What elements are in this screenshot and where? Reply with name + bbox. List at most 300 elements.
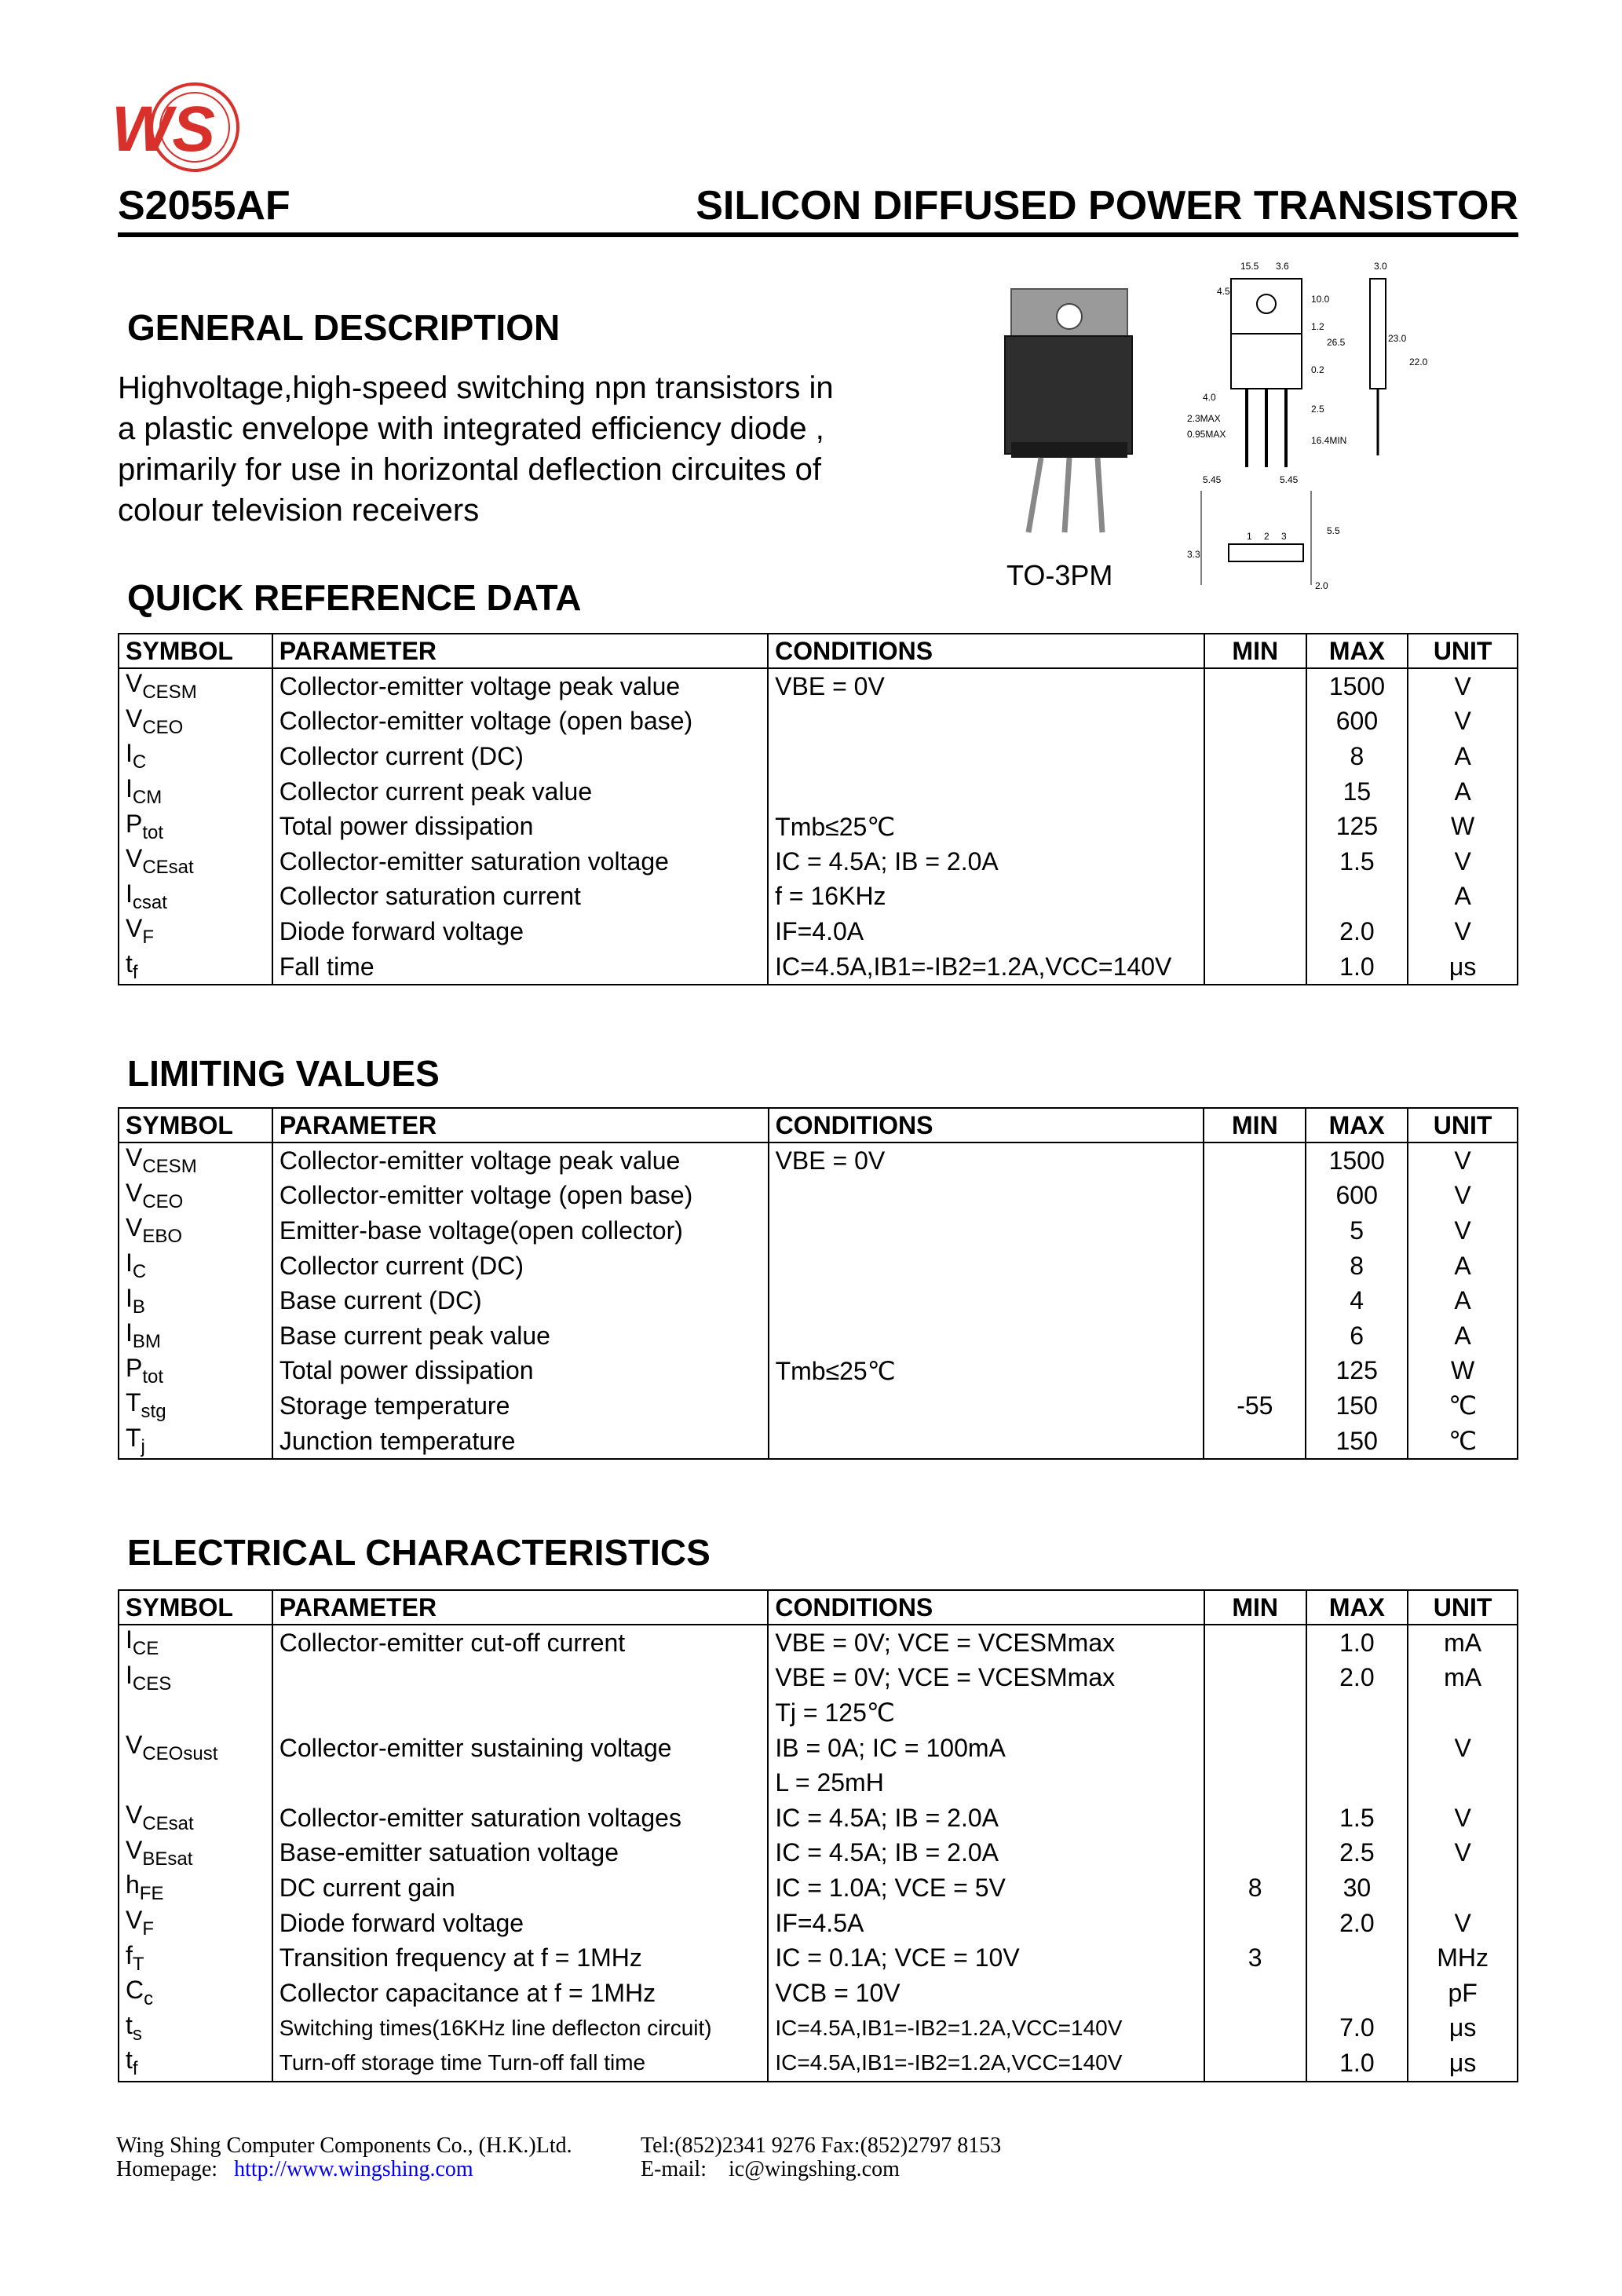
conditions-cell (769, 1249, 1204, 1284)
dim-label: 22.0 (1409, 356, 1428, 367)
symbol-subscript: s (132, 2023, 142, 2045)
unit-cell: MHz (1408, 1940, 1518, 1976)
table-header-row (119, 1590, 1518, 1625)
symbol-subscript: FE (139, 1883, 164, 1905)
conditions-cell: Tj = 125℃ (768, 1695, 1204, 1731)
unit-cell: ℃ (1408, 1388, 1518, 1424)
max-cell: 1.0 (1306, 2046, 1408, 2082)
symbol-subscript: CEO (142, 716, 184, 738)
col-min: MIN (1204, 1108, 1306, 1143)
unit-cell: A (1408, 1249, 1518, 1284)
parameter-cell: Collector-emitter voltage peak value (272, 1143, 769, 1179)
parameter-cell: Diode forward voltage (272, 914, 768, 949)
symbol-cell (119, 1870, 272, 1906)
unit-cell: V (1408, 1801, 1518, 1836)
dim-label: 3.3 (1187, 549, 1200, 560)
symbol-cell (119, 704, 272, 740)
unit-cell: A (1408, 1283, 1518, 1318)
min-cell (1204, 668, 1306, 704)
document-title: SILICON DIFFUSED POWER TRANSISTOR (696, 183, 1518, 229)
col-symbol: SYMBOL (119, 1108, 272, 1143)
dim-label: 26.5 (1327, 337, 1346, 348)
min-cell (1204, 1213, 1306, 1249)
conditions-cell (769, 1283, 1204, 1318)
max-cell: 4 (1306, 1283, 1408, 1318)
table-row (119, 1388, 1518, 1424)
conditions-cell (768, 774, 1204, 810)
symbol-subscript: CE (132, 1638, 159, 1660)
unit-cell: ℃ (1408, 1424, 1518, 1460)
max-cell (1306, 1765, 1408, 1801)
table-row (119, 1424, 1518, 1460)
max-cell: 8 (1306, 1249, 1408, 1284)
package-label: TO-3PM (1006, 559, 1113, 591)
unit-cell: W (1408, 1354, 1518, 1389)
dim-label: 3.6 (1276, 261, 1289, 272)
dim-label: 3 (1281, 531, 1287, 542)
conditions-cell (769, 1179, 1204, 1214)
max-cell: 7.0 (1306, 2011, 1408, 2046)
symbol-letter: t (126, 949, 133, 978)
conditions-cell: VBE = 0V; VCE = VCESMmax (768, 1625, 1204, 1661)
min-cell (1204, 1906, 1306, 1941)
min-cell (1204, 1249, 1306, 1284)
unit-cell: A (1408, 1318, 1518, 1354)
unit-cell (1408, 1695, 1518, 1731)
parameter-cell: Transition frequency at f = 1MHz (272, 1940, 769, 1976)
unit-cell (1408, 1870, 1518, 1906)
max-cell: 15 (1306, 774, 1408, 810)
max-cell (1306, 1731, 1408, 1766)
max-cell: 2.0 (1306, 914, 1408, 949)
symbol-letter: V (126, 1906, 143, 1935)
parameter-cell: Collector capacitance at f = 1MHz (272, 1976, 769, 2011)
min-cell (1204, 1976, 1306, 2011)
symbol-letter: I (126, 1318, 133, 1347)
table-row (119, 1213, 1518, 1249)
symbol-letter: V (126, 704, 143, 733)
symbol-subscript: stg (141, 1401, 166, 1423)
col-parameter: PARAMETER (272, 634, 768, 668)
max-cell: 1.5 (1306, 1801, 1408, 1836)
unit-cell: V (1408, 668, 1518, 704)
max-cell: 1.5 (1306, 844, 1408, 879)
parameter-cell: Base current (DC) (272, 1283, 769, 1318)
min-cell (1204, 844, 1306, 879)
symbol-letter: T (126, 1388, 141, 1417)
symbol-letter: V (126, 1835, 143, 1864)
conditions-cell: IC=4.5A,IB1=-IB2=1.2A,VCC=140V (768, 2011, 1204, 2046)
unit-cell: mA (1408, 1625, 1518, 1661)
dim-label: 15.5 (1240, 261, 1259, 272)
min-cell (1204, 1283, 1306, 1318)
electrical-characteristics-table (118, 1589, 1518, 2082)
min-cell (1204, 879, 1306, 915)
description-line: colour television receivers (118, 493, 480, 528)
symbol-subscript: CEsat (142, 1813, 194, 1835)
unit-cell: V (1408, 844, 1518, 879)
parameter-cell: Collector-emitter sustaining voltage (272, 1731, 769, 1766)
conditions-cell (769, 1213, 1204, 1249)
dim-label: 10.0 (1311, 294, 1330, 305)
symbol-cell (119, 1213, 272, 1249)
unit-cell: V (1408, 1731, 1518, 1766)
parameter-cell: Total power dissipation (272, 1354, 769, 1389)
symbol-subscript: CEsat (142, 857, 194, 879)
col-conditions: CONDITIONS (769, 1108, 1204, 1143)
table-row (119, 809, 1518, 844)
table-row (119, 1283, 1518, 1318)
symbol-letter: I (126, 1625, 133, 1654)
dim-label: 5.45 (1203, 474, 1222, 485)
symbol-cell (119, 1424, 272, 1460)
min-cell (1204, 1318, 1306, 1354)
symbol-subscript: BEsat (142, 1848, 193, 1870)
parameter-cell: Collector-emitter voltage peak value (272, 668, 768, 704)
symbol-letter: V (126, 844, 143, 873)
symbol-letter: I (126, 1660, 133, 1689)
conditions-cell (769, 1318, 1204, 1354)
symbol-subscript: CEO (142, 1190, 184, 1212)
table-row (119, 1695, 1518, 1731)
package-photo (997, 281, 1138, 540)
symbol-cell (119, 809, 272, 844)
dim-label: 2 (1264, 531, 1269, 542)
symbol-cell (119, 739, 272, 774)
min-cell (1204, 1836, 1306, 1871)
table-row (119, 774, 1518, 810)
unit-cell: V (1408, 1213, 1518, 1249)
parameter-cell: Collector saturation current (272, 879, 768, 915)
conditions-cell: VBE = 0V; VCE = VCESMmax (768, 1661, 1204, 1696)
symbol-subscript: C (132, 751, 147, 773)
symbol-cell (119, 2011, 272, 2046)
table-row (119, 668, 1518, 704)
footer-left (116, 2134, 572, 2181)
max-cell: 30 (1306, 1870, 1408, 1906)
dim-label: 16.4MIN (1311, 435, 1347, 446)
symbol-subscript: tot (142, 821, 164, 843)
symbol-letter: T (126, 1424, 141, 1453)
unit-cell: W (1408, 809, 1518, 844)
parameter-cell: Collector current (DC) (272, 739, 768, 774)
symbol-cell (119, 1283, 272, 1318)
min-cell (1204, 809, 1306, 844)
symbol-cell (119, 1625, 272, 1661)
symbol-subscript: CEOsust (142, 1743, 218, 1765)
parameter-cell: Junction temperature (272, 1424, 769, 1460)
symbol-cell (119, 844, 272, 879)
max-cell: 150 (1306, 1388, 1408, 1424)
symbol-cell (119, 1179, 272, 1214)
parameter-cell (272, 1661, 769, 1696)
parameter-cell: Base current peak value (272, 1318, 769, 1354)
description-line: Highvoltage,high-speed switching npn transistors in (118, 371, 834, 405)
symbol-subscript: CESM (142, 1156, 197, 1178)
unit-cell: μs (1408, 2046, 1518, 2082)
parameter-cell: Base-emitter satuation voltage (272, 1836, 769, 1871)
homepage-link[interactable]: http://www.wingshing.com (234, 2157, 473, 2181)
min-cell (1204, 774, 1306, 810)
table-row (119, 1976, 1518, 2011)
dim-label: 0.2 (1311, 364, 1324, 375)
table-row (119, 1801, 1518, 1836)
symbol-letter: C (126, 1976, 144, 2005)
symbol-cell (119, 1318, 272, 1354)
min-cell (1204, 1143, 1306, 1179)
conditions-cell: IC = 0.1A; VCE = 10V (768, 1940, 1204, 1976)
min-cell (1204, 739, 1306, 774)
symbol-cell (119, 949, 272, 985)
symbol-subscript: T (132, 1953, 144, 1975)
symbol-subscript: CESM (142, 682, 197, 704)
symbol-cell (119, 2046, 272, 2082)
max-cell: 5 (1306, 1213, 1408, 1249)
conditions-cell (768, 704, 1204, 740)
symbol-cell (119, 1906, 272, 1941)
unit-cell: A (1408, 879, 1518, 915)
symbol-subscript: csat (132, 891, 167, 913)
dim-label: 2.0 (1315, 580, 1328, 591)
parameter-cell: Collector current (DC) (272, 1249, 769, 1284)
min-cell (1204, 949, 1306, 985)
parameter-cell (272, 1765, 769, 1801)
col-conditions: CONDITIONS (768, 1590, 1204, 1625)
dim-label: 4.5 (1217, 286, 1230, 297)
parameter-cell: Diode forward voltage (272, 1906, 769, 1941)
contact-tel-fax: Tel:(852)2341 9276 Fax:(852)2797 8153 (641, 2133, 1002, 2158)
min-cell: 3 (1204, 1940, 1306, 1976)
dim-label: 5.5 (1327, 525, 1340, 536)
electrical-characteristics-heading: ELECTRICAL CHARACTERISTICS (127, 1532, 711, 1573)
unit-cell (1408, 1765, 1518, 1801)
table-row (119, 1906, 1518, 1941)
col-parameter: PARAMETER (272, 1108, 769, 1143)
symbol-letter: I (126, 739, 133, 768)
min-cell (1204, 1354, 1306, 1389)
quick-reference-table (118, 633, 1518, 985)
max-cell: 2.0 (1306, 1906, 1408, 1941)
conditions-cell: f = 16KHz (768, 879, 1204, 915)
unit-cell: V (1408, 1143, 1518, 1179)
table-header-row (119, 1108, 1518, 1143)
unit-cell: V (1408, 914, 1518, 949)
parameter-cell: Collector-emitter saturation voltage (272, 844, 768, 879)
symbol-cell (119, 1388, 272, 1424)
symbol-letter: V (126, 1731, 143, 1760)
col-unit: UNIT (1408, 1590, 1518, 1625)
conditions-cell: IC = 4.5A; IB = 2.0A (768, 1836, 1204, 1871)
symbol-letter: I (126, 1249, 133, 1278)
table-header-row (119, 634, 1518, 668)
symbol-cell (119, 774, 272, 810)
max-cell: 600 (1306, 1179, 1408, 1214)
table-row (119, 1661, 1518, 1696)
max-cell: 125 (1306, 1354, 1408, 1389)
symbol-subscript: c (144, 1988, 154, 2010)
parameter-cell: Total power dissipation (272, 809, 768, 844)
symbol-cell (119, 1940, 272, 1976)
unit-cell: A (1408, 739, 1518, 774)
dim-label: 3.0 (1374, 261, 1387, 272)
table-row (119, 1870, 1518, 1906)
dim-label: 23.0 (1388, 333, 1407, 344)
max-cell: 1.0 (1306, 1625, 1408, 1661)
header-rule (118, 232, 1518, 237)
min-cell: 8 (1204, 1870, 1306, 1906)
max-cell: 125 (1306, 809, 1408, 844)
email-address[interactable]: ic@wingshing.com (728, 2157, 900, 2181)
table-row (119, 1836, 1518, 1871)
conditions-cell: Tmb≤25℃ (769, 1354, 1204, 1389)
min-cell (1204, 1765, 1306, 1801)
symbol-letter: P (126, 809, 143, 838)
parameter-cell: Collector-emitter voltage (open base) (272, 704, 768, 740)
max-cell: 6 (1306, 1318, 1408, 1354)
unit-cell: μs (1408, 2011, 1518, 2046)
symbol-letter: V (126, 1213, 143, 1242)
homepage-label: Homepage: (116, 2157, 218, 2181)
dim-label: 2.5 (1311, 404, 1324, 415)
parameter-cell: Emitter-base voltage(open collector) (272, 1213, 769, 1249)
symbol-cell (119, 1661, 272, 1696)
symbol-subscript: BM (132, 1331, 161, 1353)
conditions-cell (768, 739, 1204, 774)
max-cell (1306, 1695, 1408, 1731)
table-row (119, 1143, 1518, 1179)
unit-cell: A (1408, 774, 1518, 810)
conditions-cell: VBE = 0V (768, 668, 1204, 704)
description-line: primarily for use in horizontal deflection circuites of (118, 452, 821, 487)
symbol-letter: f (126, 1940, 133, 1969)
min-cell (1204, 1661, 1306, 1696)
symbol-subscript: f (132, 2058, 138, 2080)
symbol-subscript: j (141, 1436, 145, 1458)
dim-label: 5.45 (1280, 474, 1299, 485)
footer-right (641, 2134, 1001, 2181)
min-cell (1204, 2011, 1306, 2046)
conditions-cell: VBE = 0V (769, 1143, 1204, 1179)
part-number: S2055AF (118, 183, 290, 229)
parameter-cell: Collector-emitter saturation voltages (272, 1801, 769, 1836)
symbol-cell (119, 914, 272, 949)
parameter-cell (272, 1695, 769, 1731)
symbol-cell (119, 1765, 272, 1801)
conditions-cell: IC = 4.5A; IB = 2.0A (768, 844, 1204, 879)
symbol-cell (119, 1354, 272, 1389)
symbol-subscript: CM (132, 787, 163, 809)
conditions-cell: L = 25mH (768, 1765, 1204, 1801)
symbol-subscript: f (132, 962, 138, 984)
conditions-cell: IF=4.5A (768, 1906, 1204, 1941)
symbol-letter: V (126, 1143, 143, 1172)
symbol-letter: t (126, 2046, 133, 2075)
conditions-cell: IC = 1.0A; VCE = 5V (768, 1870, 1204, 1906)
conditions-cell: IB = 0A; IC = 100mA (768, 1731, 1204, 1766)
dim-label: 1 (1247, 531, 1252, 542)
max-cell (1306, 1976, 1408, 2011)
symbol-cell (119, 1801, 272, 1836)
max-cell: 1500 (1306, 668, 1408, 704)
min-cell (1204, 704, 1306, 740)
symbol-subscript: F (142, 927, 155, 949)
table-row (119, 844, 1518, 879)
parameter-cell: Storage temperature (272, 1388, 769, 1424)
general-description-heading: GENERAL DESCRIPTION (127, 307, 561, 348)
symbol-letter: V (126, 669, 143, 698)
min-cell (1204, 1695, 1306, 1731)
col-symbol: SYMBOL (119, 1590, 272, 1625)
min-cell (1204, 1179, 1306, 1214)
symbol-letter: t (126, 2010, 133, 2039)
quick-reference-heading: QUICK REFERENCE DATA (127, 577, 582, 618)
symbol-cell (119, 1731, 272, 1766)
max-cell: 600 (1306, 704, 1408, 740)
col-max: MAX (1306, 634, 1408, 668)
symbol-letter: V (126, 1178, 143, 1207)
max-cell: 150 (1306, 1424, 1408, 1460)
col-min: MIN (1204, 634, 1306, 668)
symbol-subscript: tot (142, 1366, 164, 1387)
col-unit: UNIT (1408, 1108, 1518, 1143)
symbol-letter: h (126, 1870, 140, 1899)
svg-text:WS: WS (111, 93, 216, 165)
conditions-cell: IC = 4.5A; IB = 2.0A (768, 1801, 1204, 1836)
description-line: a plastic envelope with integrated efficiency diode , (118, 411, 824, 446)
symbol-cell (119, 1143, 272, 1179)
table-row (119, 1765, 1518, 1801)
unit-cell: V (1408, 1179, 1518, 1214)
dim-label: 4.0 (1203, 392, 1216, 403)
parameter-cell: Switching times(16KHz line deflecton circuit) (272, 2011, 769, 2046)
table-row (119, 2011, 1518, 2046)
conditions-cell (769, 1424, 1204, 1460)
dim-label: 1.2 (1311, 321, 1324, 332)
table-row (119, 1179, 1518, 1214)
symbol-subscript: F (142, 1918, 155, 1940)
table-row (119, 949, 1518, 985)
col-max: MAX (1306, 1108, 1408, 1143)
symbol-cell (119, 1836, 272, 1871)
table-row (119, 704, 1518, 740)
symbol-subscript: B (132, 1296, 145, 1318)
symbol-letter: I (126, 879, 133, 908)
conditions-cell: IC=4.5A,IB1=-IB2=1.2A,VCC=140V (768, 949, 1204, 985)
table-row (119, 1731, 1518, 1766)
conditions-cell: Tmb≤25℃ (768, 809, 1204, 844)
table-row (119, 1940, 1518, 1976)
max-cell: 2.5 (1306, 1836, 1408, 1871)
min-cell: -55 (1204, 1388, 1306, 1424)
max-cell: 1.0 (1306, 949, 1408, 985)
conditions-cell: IF=4.0A (768, 914, 1204, 949)
symbol-subscript: EBO (142, 1226, 183, 1248)
symbol-cell (119, 1249, 272, 1284)
conditions-cell: VCB = 10V (768, 1976, 1204, 2011)
package-dimension-drawing (1185, 255, 1445, 601)
parameter-cell: Collector-emitter voltage (open base) (272, 1179, 769, 1214)
conditions-cell (769, 1388, 1204, 1424)
min-cell (1204, 2046, 1306, 2082)
max-cell: 8 (1306, 739, 1408, 774)
unit-cell: V (1408, 1906, 1518, 1941)
symbol-subscript: CES (132, 1673, 172, 1695)
col-conditions: CONDITIONS (768, 634, 1204, 668)
table-row (119, 1249, 1518, 1284)
general-description-text (118, 367, 934, 531)
table-row (119, 914, 1518, 949)
min-cell (1204, 914, 1306, 949)
